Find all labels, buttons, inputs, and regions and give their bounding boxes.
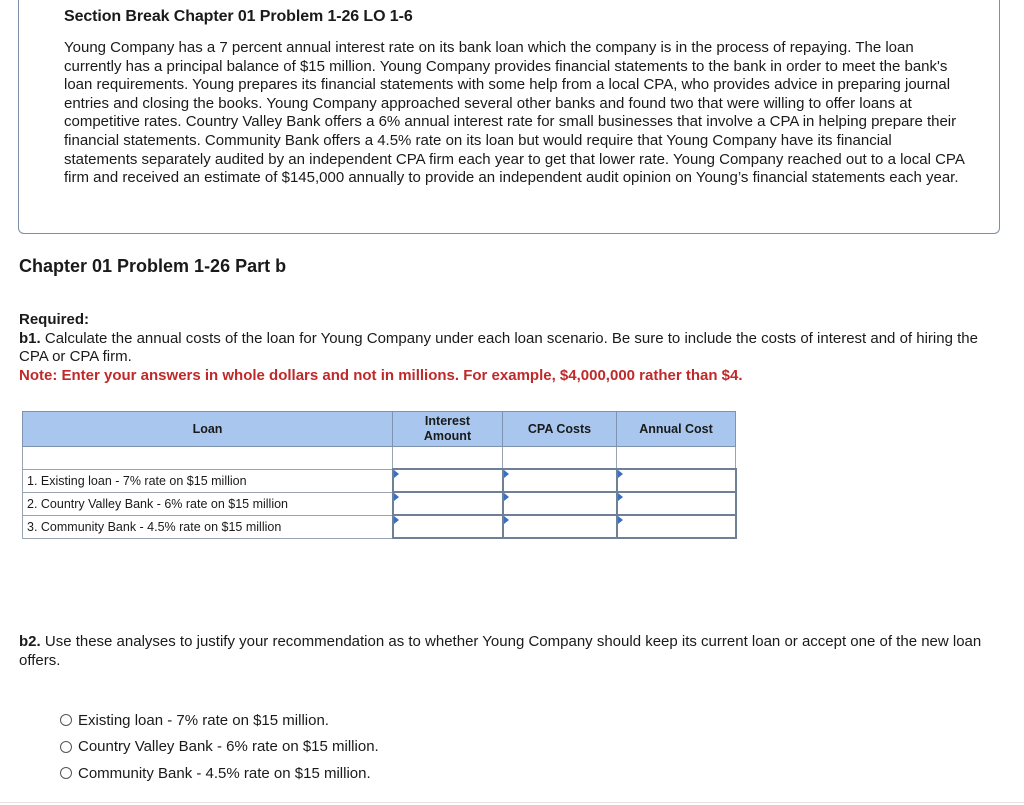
divider	[0, 802, 1024, 803]
part-title: Chapter 01 Problem 1-26 Part b	[19, 256, 287, 276]
header-cpa-costs: CPA Costs	[503, 412, 617, 447]
option-community-bank[interactable]	[60, 760, 379, 787]
loan-cost-table	[22, 411, 737, 539]
b1-text: Calculate the annual costs of the loan for Young Company under each loan scenario. Be sure to include the costs of interest and of hiring the CPA or CPA firm.	[19, 329, 978, 366]
table-row	[23, 469, 736, 492]
header-interest-line1: Interest	[424, 414, 471, 428]
radio-button[interactable]	[60, 767, 72, 779]
required-block	[19, 311, 1009, 385]
b2-instructions	[19, 633, 1004, 670]
option-country-valley-bank[interactable]	[60, 734, 379, 761]
interest-amount-input[interactable]	[393, 469, 503, 492]
b2-text: Use these analyses to justify your recommendation as to whether Young Company should keep its current loan or accept one of the new loan offers.	[19, 633, 982, 669]
radio-button[interactable]	[60, 741, 72, 753]
option-existing-loan[interactable]	[60, 707, 379, 734]
loan-label: 1. Existing loan - 7% rate on $15 million	[23, 469, 393, 492]
option-label: Community Bank - 4.5% rate on $15 million.	[78, 764, 371, 782]
header-annual-cost: Annual Cost	[617, 412, 736, 447]
annual-cost-input[interactable]	[617, 469, 736, 492]
spacer-row	[23, 447, 736, 470]
b1-label: b1.	[19, 329, 41, 347]
option-label: Existing loan - 7% rate on $15 million.	[78, 711, 329, 729]
table-row	[23, 515, 736, 538]
recommendation-options	[60, 707, 379, 787]
option-label: Country Valley Bank - 6% rate on $15 million.	[78, 738, 379, 756]
cpa-costs-input[interactable]	[503, 492, 617, 515]
table-row	[23, 492, 736, 515]
loan-label: 3. Community Bank - 4.5% rate on $15 million	[23, 515, 393, 538]
header-loan: Loan	[23, 412, 393, 447]
b1-instructions	[19, 330, 1009, 367]
section-body: Young Company has a 7 percent annual interest rate on its bank loan which the company is in the process of repaying. The loan currently has a principal balance of $15 million. Young Company provides financial statements to the bank in order to meet the bank's loan requirements. Young prepares its financial statements with some help from a local CPA, who provides advice in preparing journal entries and closing the books. Young Company approached several other banks and found two that were willing to offer loans at competitive rates. Country Valley Bank offers a 6% annual interest rate for small businesses that involve a CPA in helping prepare their financial statements. Community Bank offers a 4.5% rate on its loan but would require that Young Company have its financial statements separately audited by an independent CPA firm each year to get that lower rate. Young Company reached out to a local CPA firm and received an estimate of $145,000 annually to provide an independent audit opinion on Young’s financial statements each year.	[64, 39, 964, 187]
annual-cost-input[interactable]	[617, 492, 736, 515]
section-break-box	[18, 0, 1000, 234]
loan-label: 2. Country Valley Bank - 6% rate on $15 million	[23, 492, 393, 515]
cpa-costs-input[interactable]	[503, 515, 617, 538]
interest-amount-input[interactable]	[393, 515, 503, 538]
cpa-costs-input[interactable]	[503, 469, 617, 492]
annual-cost-input[interactable]	[617, 515, 736, 538]
header-interest-amount	[393, 412, 503, 447]
header-interest-line2: Amount	[423, 429, 472, 443]
b2-label: b2.	[19, 633, 41, 650]
section-title: Section Break Chapter 01 Problem 1-26 LO 1-6	[64, 8, 413, 25]
interest-amount-input[interactable]	[393, 492, 503, 515]
note-text: Note: Enter your answers in whole dollars and not in millions. For example, $4,000,000 rather than $4.	[19, 366, 743, 384]
radio-button[interactable]	[60, 714, 72, 726]
required-label: Required:	[19, 311, 90, 328]
table-header-row	[23, 412, 736, 447]
